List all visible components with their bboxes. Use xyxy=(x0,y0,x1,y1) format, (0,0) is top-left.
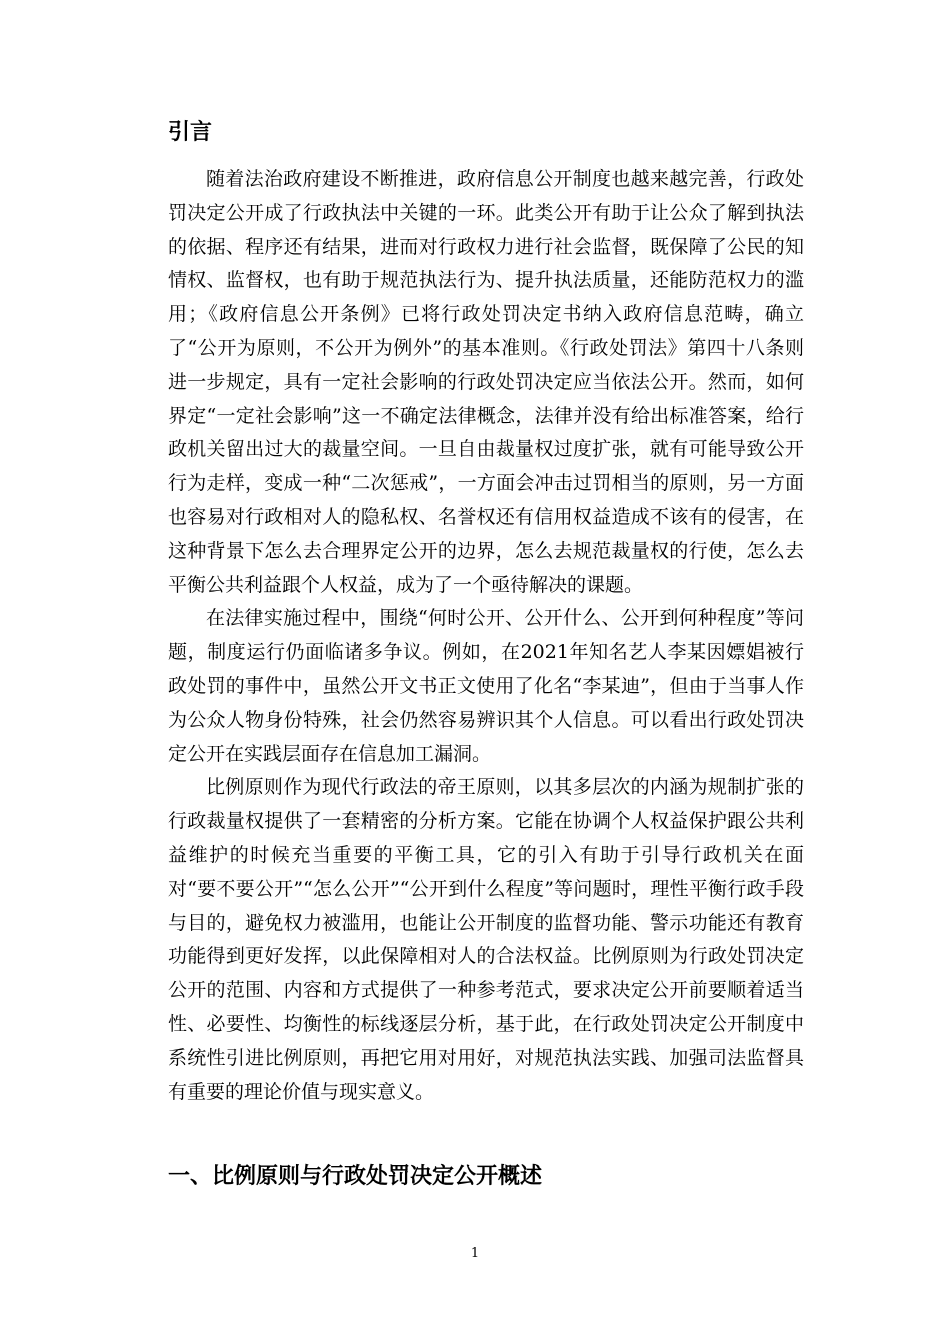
page-number: 1 xyxy=(470,1246,480,1261)
intro-body xyxy=(168,163,804,1109)
intro-paragraph-1: 随着法治政府建设不断推进，政府信息公开制度也越来越完善，行政处罚决定公开成了行政执法中关键的一环。此类公开有助于让公众了解到执法的依据、程序还有结果，进而对行政权力进行社会监督，既保障了公民的知情权、监督权，也有助于规范执法行为、提升执法质量，还能防范权力的滥用；《政府信息公开条例》已将行政处罚决定书纳入政府信息范畴，确立了“公开为原则，不公开为例外”的基本准则。《行政处罚法》第四十八条则进一步规定，具有一定社会影响的行政处罚决定应当依法公开。然而，如何界定“一定社会影响”这一不确定法律概念，法律并没有给出标准答案，给行政机关留出过大的裁量空间。一旦自由裁量权过度扩张，就有可能导致公开行为走样，变成一种“二次惩戒”，一方面会冲击过罚相当的原则，另一方面也容易对行政相对人的隐私权、名誉权还有信用权益造成不该有的侵害，在这种背景下怎么去合理界定公开的边界，怎么去规范裁量权的行使，怎么去平衡公共利益跟个人权益，成为了一个亟待解决的课题。 xyxy=(168,168,804,596)
intro-paragraph-2: 在法律实施过程中，围绕“何时公开、公开什么、公开到何种程度”等问题，制度运行仍面临诸多争议。例如，在2021年知名艺人李某因嫖娼被行政处罚的事件中，虽然公开文书正文使用了化名“李某迪”，但由于当事人作为公众人物身份特殊，社会仍然容易辨识其个人信息。可以看出行政处罚决定公开在实践层面存在信息加工漏洞。 xyxy=(168,607,804,765)
section-one-heading: 一、比例原则与行政处罚决定公开概述 xyxy=(168,1164,543,1189)
intro-paragraph-3: 比例原则作为现代行政法的帝王原则，以其多层次的内涵为规制扩张的行政裁量权提供了一套精密的分析方案。它能在协调个人权益保护跟公共利益维护的时候充当重要的平衡工具，它的引入有助于引导行政机关在面对“要不要公开”“怎么公开”“公开到什么程度”等问题时，理性平衡行政手段与目的，避免权力被滥用，也能让公开制度的监督功能、警示功能还有教育功能得到更好发挥，以此保障相对人的合法权益。比例原则为行政处罚决定公开的范围、内容和方式提供了一种参考范式，要求决定公开前要顺着适当性、必要性、均衡性的标线逐层分析，基于此，在行政处罚决定公开制度中系统性引进比例原则，再把它用对用好，对规范执法实践、加强司法监督具有重要的理论价值与现实意义。 xyxy=(168,776,804,1103)
intro-heading: 引言 xyxy=(168,120,213,145)
